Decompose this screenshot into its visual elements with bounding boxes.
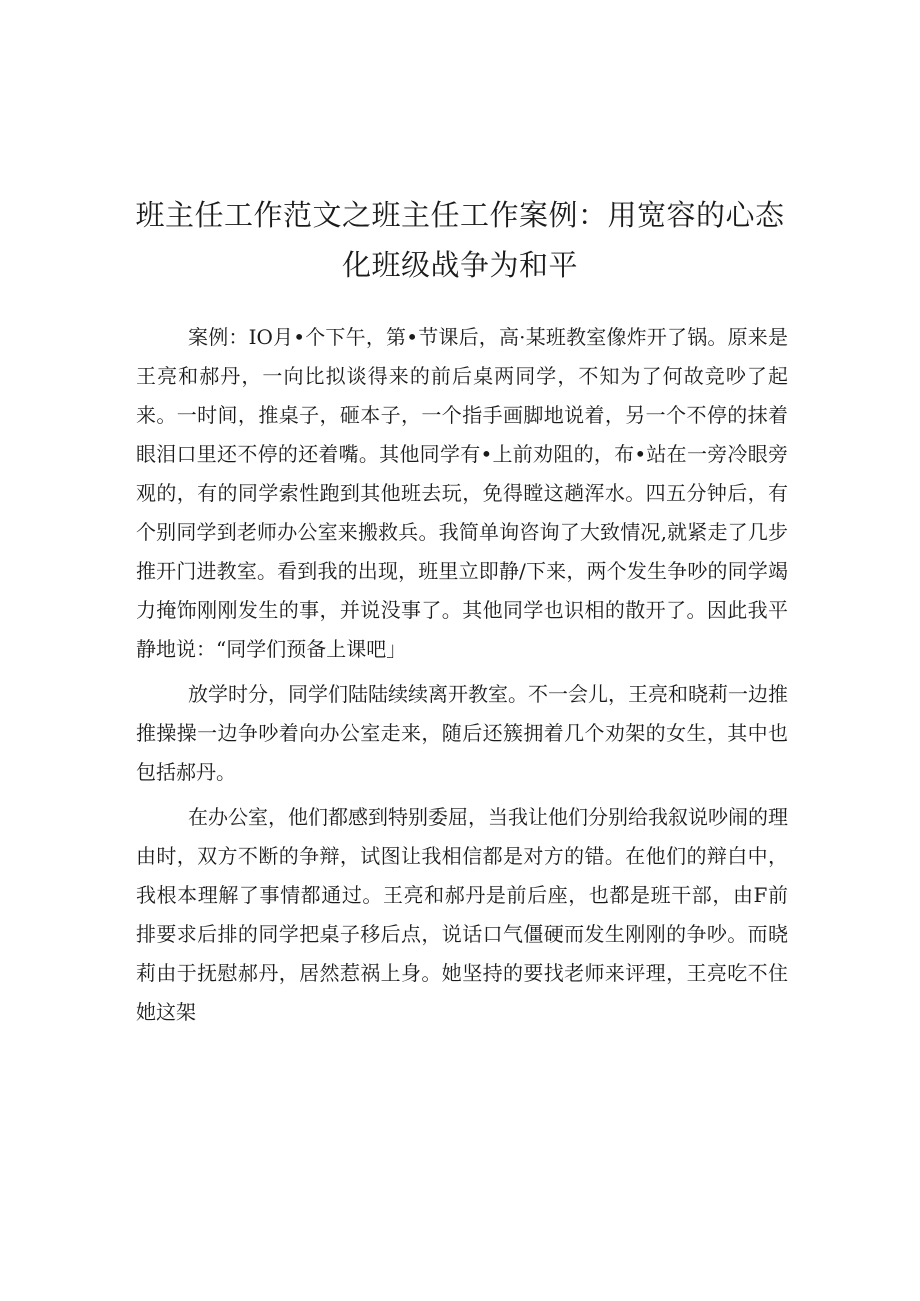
paragraph-office: 在办公室，他们都感到特别委屈，当我让他们分别给我叙说吵闹的理由时，双方不断的争辩，试图让我相信都是对方的错。在他们的辩白中，我根本理解了事情都通过。王亮和郝丹是前后座，也都是班干部，由F前排要求后排的同学把桌子移后点，说话口气僵硬而发生刚刚的争吵。而晓莉由于抚慰郝丹，居然惹祸上身。她坚持的要找老师来评理，王亮吃不住她这架 — [136, 805, 788, 1024]
document-body — [136, 318, 788, 1038]
paragraph-case: 案例：IO月•个下午，第•节课后，高·某班教室像炸开了锅。原来是王亮和郝丹，一向比拟谈得来的前后桌两同学，不知为了何故竞吵了起来。一时间，推桌子，砸本子，一个指手画脚地说着，另一个不停的抹着眼泪口里还不停的还着嘴。其他同学有•上前劝阻的，布•站在一旁冷眼旁观的，有的同学索性跑到其他班去玩，免得瞠这趟浑水。四五分钟后，有个别同学到老师办公室来搬救兵。我简单询咨询了大致情况,就紧走了几步推开门进教室。看到我的出现，班里立即静/下来，两个发生争吵的同学竭力掩饰刚刚发生的事，并说没事了。其他同学也识相的散开了。因此我平静地说：“同学们预备上课吧」 — [136, 325, 788, 661]
document-title: 班主任工作范文之班主任工作案例：用宽容的心态化班级战争为和平 — [135, 198, 785, 282]
paragraph-after-school: 放学时分，同学们陆陆续续离开教室。不一会儿，王亮和晓莉一边推推操操一边争吵着向办公室走来，随后还簇拥着几个劝架的女生，其中也包括郝丹。 — [136, 682, 788, 784]
